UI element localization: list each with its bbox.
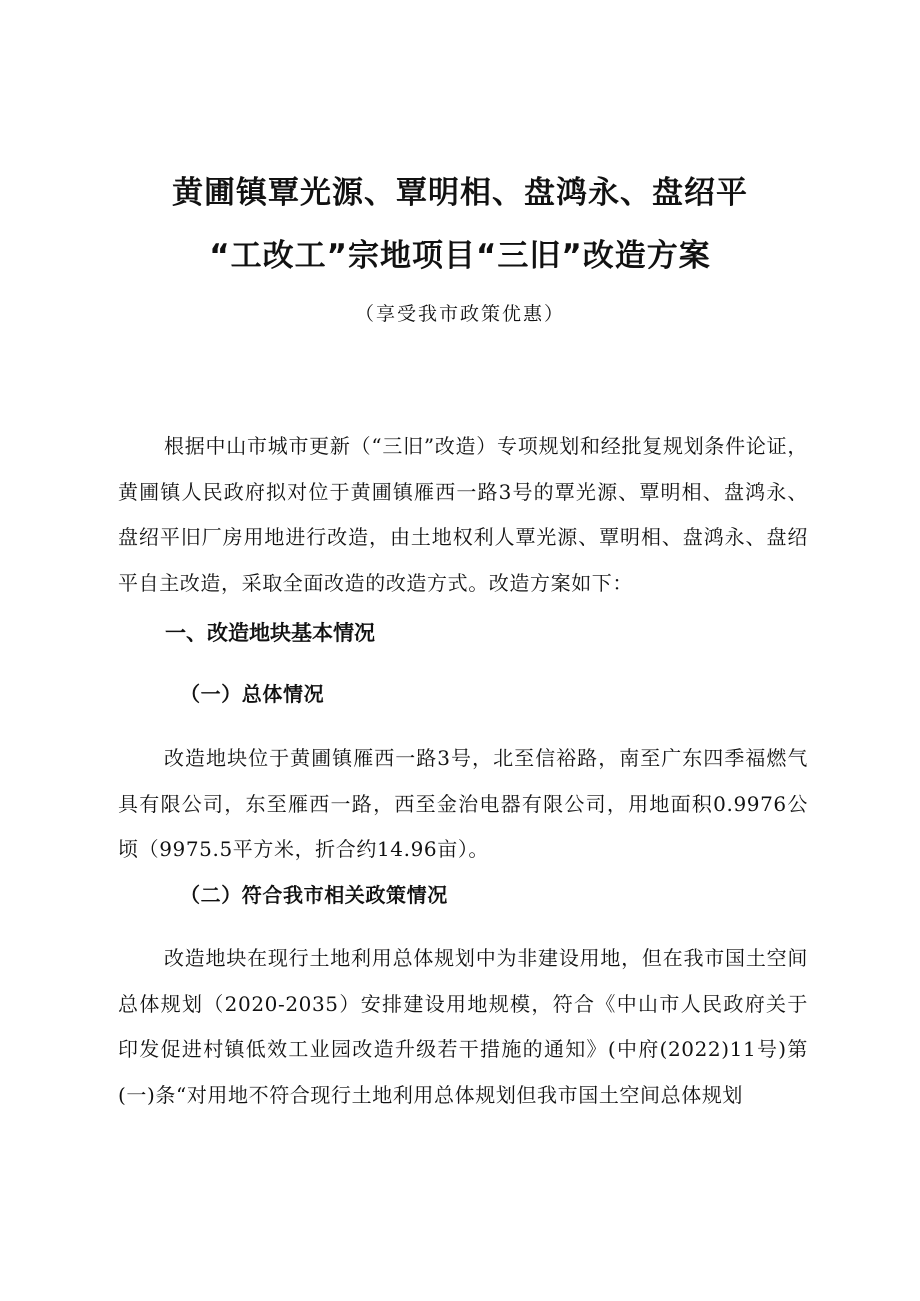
section-1-heading: 一、改造地块基本情况 (165, 621, 375, 645)
document-subtitle: （享受我市政策优惠） (354, 303, 565, 325)
document-title-line-2: “工改工”宗地项目“三旧”改造方案 (209, 238, 711, 274)
intro-paragraph: 根据中山市城市更新（“三旧”改造）专项规划和经批复规划条件论证，黄圃镇人民政府拟对位于黄圃镇雁西一路3号的覃光源、覃明相、盘鸿永、盘绍平旧厂房用地进行改造，由土地权利人覃光源、覃明相、盘鸿永、盘绍平自主改造，采取全面改造的改造方式。改造方案如下： (118, 434, 808, 595)
document-title-line-1: 黄圃镇覃光源、覃明相、盘鸿永、盘绍平 (172, 175, 748, 211)
subsection-1-paragraph: 改造地块位于黄圃镇雁西一路3号，北至信裕路，南至广东四季福燃气具有限公司，东至雁西一路，西至金治电器有限公司，用地面积0.9976公顷（9975.5平方米，折合约14.96亩）。 (118, 746, 808, 861)
subsection-2-paragraph: 改造地块在现行土地利用总体规划中为非建设用地，但在我市国土空间总体规划（2020-2035）安排建设用地规模，符合《中山市人民政府关于印发促进村镇低效工业园改造升级若干措施的通知》(中府(2022)11号)第(一)条“对用地不符合现行土地利用总体规划但我市国土空间总体规划 (118, 946, 808, 1107)
subsection-2-heading: （二）符合我市相关政策情况 (180, 883, 448, 907)
subsection-1-heading: （一）总体情况 (180, 682, 325, 706)
